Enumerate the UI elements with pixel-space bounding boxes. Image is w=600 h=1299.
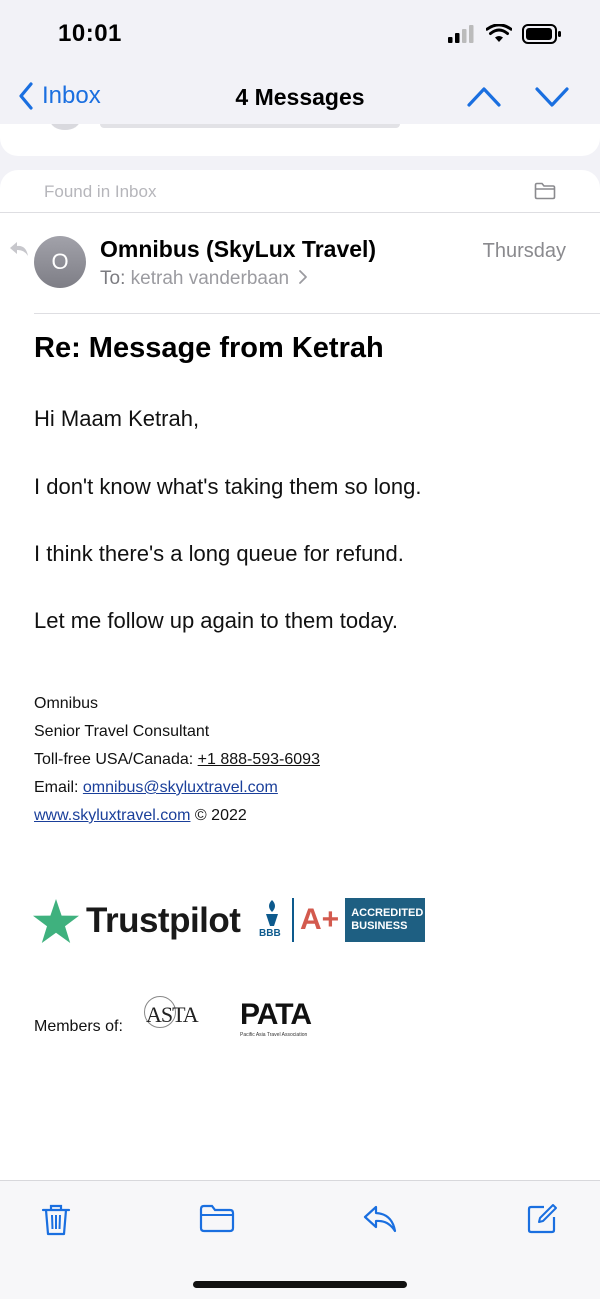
- signature-phone-row: [34, 751, 320, 769]
- back-label: Inbox: [42, 82, 101, 109]
- nav-bar: [0, 70, 600, 126]
- bbb-grade: A+: [300, 903, 340, 936]
- trustpilot-wordmark: Trustpilot: [86, 901, 241, 940]
- pata-wordmark: PATA: [240, 998, 311, 1031]
- message-date: Thursday: [482, 240, 566, 262]
- signature-name: Omnibus: [34, 695, 99, 712]
- phone-link[interactable]: +1 888-593-6093: [197, 751, 320, 768]
- bbb-wordmark: BBB: [259, 928, 281, 939]
- chevron-right-icon: [298, 269, 308, 285]
- members-label: Members of:: [34, 1018, 123, 1035]
- header-divider: [34, 313, 600, 314]
- signature-role: Senior Travel Consultant: [34, 723, 210, 740]
- pata-subtitle: Pacific Asia Travel Association: [240, 1032, 308, 1038]
- status-icons: [448, 24, 562, 44]
- copyright: © 2022: [190, 807, 247, 824]
- sender-name[interactable]: Omnibus (SkyLux Travel): [100, 236, 377, 262]
- tollfree-label: Toll-free USA/Canada:: [34, 751, 198, 768]
- bbb-accreditation-badge[interactable]: [258, 898, 425, 942]
- found-in-bar: [0, 170, 600, 213]
- body-greeting: Hi Maam Ketrah,: [34, 406, 200, 431]
- star-icon: [32, 898, 80, 944]
- signature-website-row: [34, 807, 247, 825]
- body-paragraph-2: I think there's a long queue for refund.: [34, 541, 404, 566]
- bbb-accredited-box: [345, 898, 425, 942]
- signature-email-row: [34, 779, 278, 797]
- home-indicator[interactable]: [193, 1281, 407, 1288]
- recipient-row[interactable]: [100, 268, 308, 290]
- found-in-label: Found in Inbox: [44, 182, 157, 201]
- asta-logo: ASTA: [146, 1002, 198, 1027]
- bbb-box-line2: BUSINESS: [351, 920, 408, 932]
- previous-message-card[interactable]: [0, 124, 600, 156]
- email-link[interactable]: omnibus@skyluxtravel.com: [82, 779, 278, 796]
- status-time: 10:01: [58, 20, 122, 47]
- battery-icon: [522, 24, 562, 44]
- reply-arrow-icon: [8, 240, 30, 258]
- email-label: Email:: [34, 779, 83, 796]
- recipient-name: ketrah vanderbaan: [130, 268, 290, 289]
- message-card: [0, 170, 600, 1180]
- body-paragraph-1: I don't know what's taking them so long.: [34, 474, 422, 499]
- message-subject: Re: Message from Ketrah: [34, 332, 384, 364]
- signal-icon: [448, 25, 476, 43]
- move-to-folder-icon[interactable]: [199, 1203, 235, 1233]
- status-bar: [0, 0, 600, 70]
- to-prefix: To:: [100, 268, 126, 289]
- previous-avatar: [50, 124, 80, 130]
- wifi-icon: [486, 24, 512, 44]
- reply-icon[interactable]: [362, 1203, 398, 1235]
- chevron-down-icon[interactable]: [534, 84, 570, 110]
- body-paragraph-3: Let me follow up again to them today.: [34, 608, 399, 633]
- bbb-torch-icon: [258, 898, 286, 928]
- pata-logo: [240, 1000, 311, 1038]
- chevron-up-icon[interactable]: [466, 84, 502, 110]
- bbb-logo: [258, 898, 286, 942]
- thread-title: 4 Messages: [235, 84, 365, 110]
- compose-icon[interactable]: [526, 1203, 558, 1235]
- bbb-box-line1: ACCREDITED: [351, 907, 424, 919]
- trustpilot-logo[interactable]: [32, 898, 240, 944]
- trash-icon[interactable]: [40, 1203, 72, 1237]
- bbb-separator: [292, 898, 294, 942]
- previous-preview: [100, 124, 400, 128]
- folder-icon[interactable]: [534, 182, 556, 200]
- sender-avatar[interactable]: O: [34, 236, 86, 288]
- website-link[interactable]: www.skyluxtravel.com: [34, 807, 191, 824]
